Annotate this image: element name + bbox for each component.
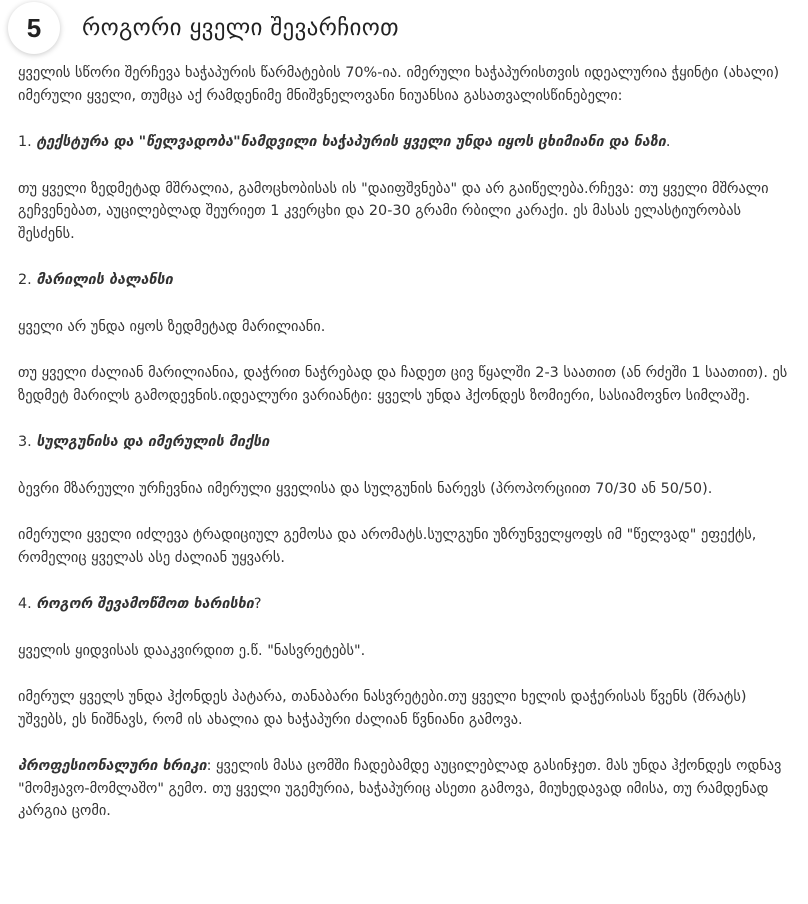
intro-paragraph: ყველის სწორი შერჩევა ხაჭაპურის წარმატების 70%-ია. იმერული ხაჭაპურისთვის იდეალურია ჭყინტი (ახალი) იმერული ყველი, თუმცა აქ რამდენიმე მნიშვნელოვანი ნიუანსია გასათვალისწინებელი: (18, 65, 780, 104)
section-1-body: თუ ყველი ზედმეტად მშრალია, გამოცხობისას ის "დაიფშვნება" და არ გაიწელება.რჩევა: თუ ყველი მშრალი გეჩვენებათ, აუცილებლად შეურიეთ 1 კვერცხი და 20-30 გრამი რბილი კარაქი. ეს მასას ელასტიურობას შესძენს. (18, 180, 769, 242)
pro-tip-label: პროფესიონალური ხრიკი (18, 758, 207, 774)
article-body (18, 62, 793, 847)
section-3-body-2: იმერული ყველი იძლევა ტრადიციულ გემოსა და არომატს.სულგუნი უზრუნველყოფს იმ "წელვად" ეფექტს, რომელიც ყველას ასე ძალიან უყვარს. (18, 527, 757, 566)
section-4-body-1: ყველის ყიდვისას დააკვირდით ე.წ. "ნასვრეტებს". (18, 642, 366, 659)
section-4-body-2: იმერულ ყველს უნდა ჰქონდეს პატარა, თანაბარი ნასვრეტები.თუ ყველი ხელის დაჭერისას წვენს (შრატს) უშვებს, ეს ნიშნავს, რომ ის ახალია და ხაჭაპური ძალიან წვნიანი გამოვა. (18, 689, 747, 728)
section-1-heading-period: . (665, 134, 671, 150)
pro-tip-text: ყველის მასა ცომში ჩადებამდე აუცილებლად გასინჯეთ. მას უნდა ჰქონდეს ოდნავ "მომჟავო-მომლაშო" გემო. თუ ყველი უგემურია, ხაჭაპურიც ასეთი გამოვა, მიუხედავად იმისა, თუ რამდენად კარგია ცომი. (18, 758, 782, 819)
section-2-number: 2. (18, 272, 32, 288)
section-2-heading (18, 269, 793, 292)
pro-tip-colon: : (206, 758, 212, 774)
section-title: როგორი ყველი შევარჩიოთ (82, 15, 399, 41)
section-3-heading (18, 431, 793, 454)
section-4-heading (18, 593, 793, 616)
section-4-number: 4. (18, 596, 32, 612)
pro-tip-paragraph (18, 755, 793, 823)
step-header (8, 2, 399, 54)
section-2-heading-text: მარილის ბალანსი (36, 272, 173, 288)
section-1-heading-text: ტექსტურა და "წელვადობა"ნამდვილი ხაჭაპურის ყველი უნდა იყოს ცხიმიანი და ნაზი (36, 134, 666, 150)
section-4-heading-text: როგორ შევამოწმოთ ხარისხი (36, 596, 254, 612)
section-3-number: 3. (18, 434, 32, 450)
section-1-number: 1. (18, 134, 32, 150)
section-1-heading (18, 131, 793, 154)
section-2-body-2: თუ ყველი ძალიან მარილიანია, დაჭრით ნაჭრებად და ჩადეთ ცივ წყალში 2-3 საათით (ან რძეში 1 საათით). ეს ზედმეტ მარილს გამოდევნის.იდეალური ვარიანტი: ყველს უნდა ჰქონდეს ზომიერი, სასიამოვნო სიმლაშე. (18, 365, 788, 404)
section-3-heading-text: სულგუნისა და იმერულის მიქსი (36, 434, 270, 450)
step-number-badge: 5 (8, 2, 60, 54)
section-2-body-1: ყველი არ უნდა იყოს ზედმეტად მარილიანი. (18, 318, 326, 335)
section-4-heading-question: ? (253, 596, 262, 612)
section-3-body-1: ბევრი მზარეული ურჩევნია იმერული ყველისა და სულგუნის ნარევს (პროპორციით 70/30 ან 50/50). (18, 480, 713, 497)
